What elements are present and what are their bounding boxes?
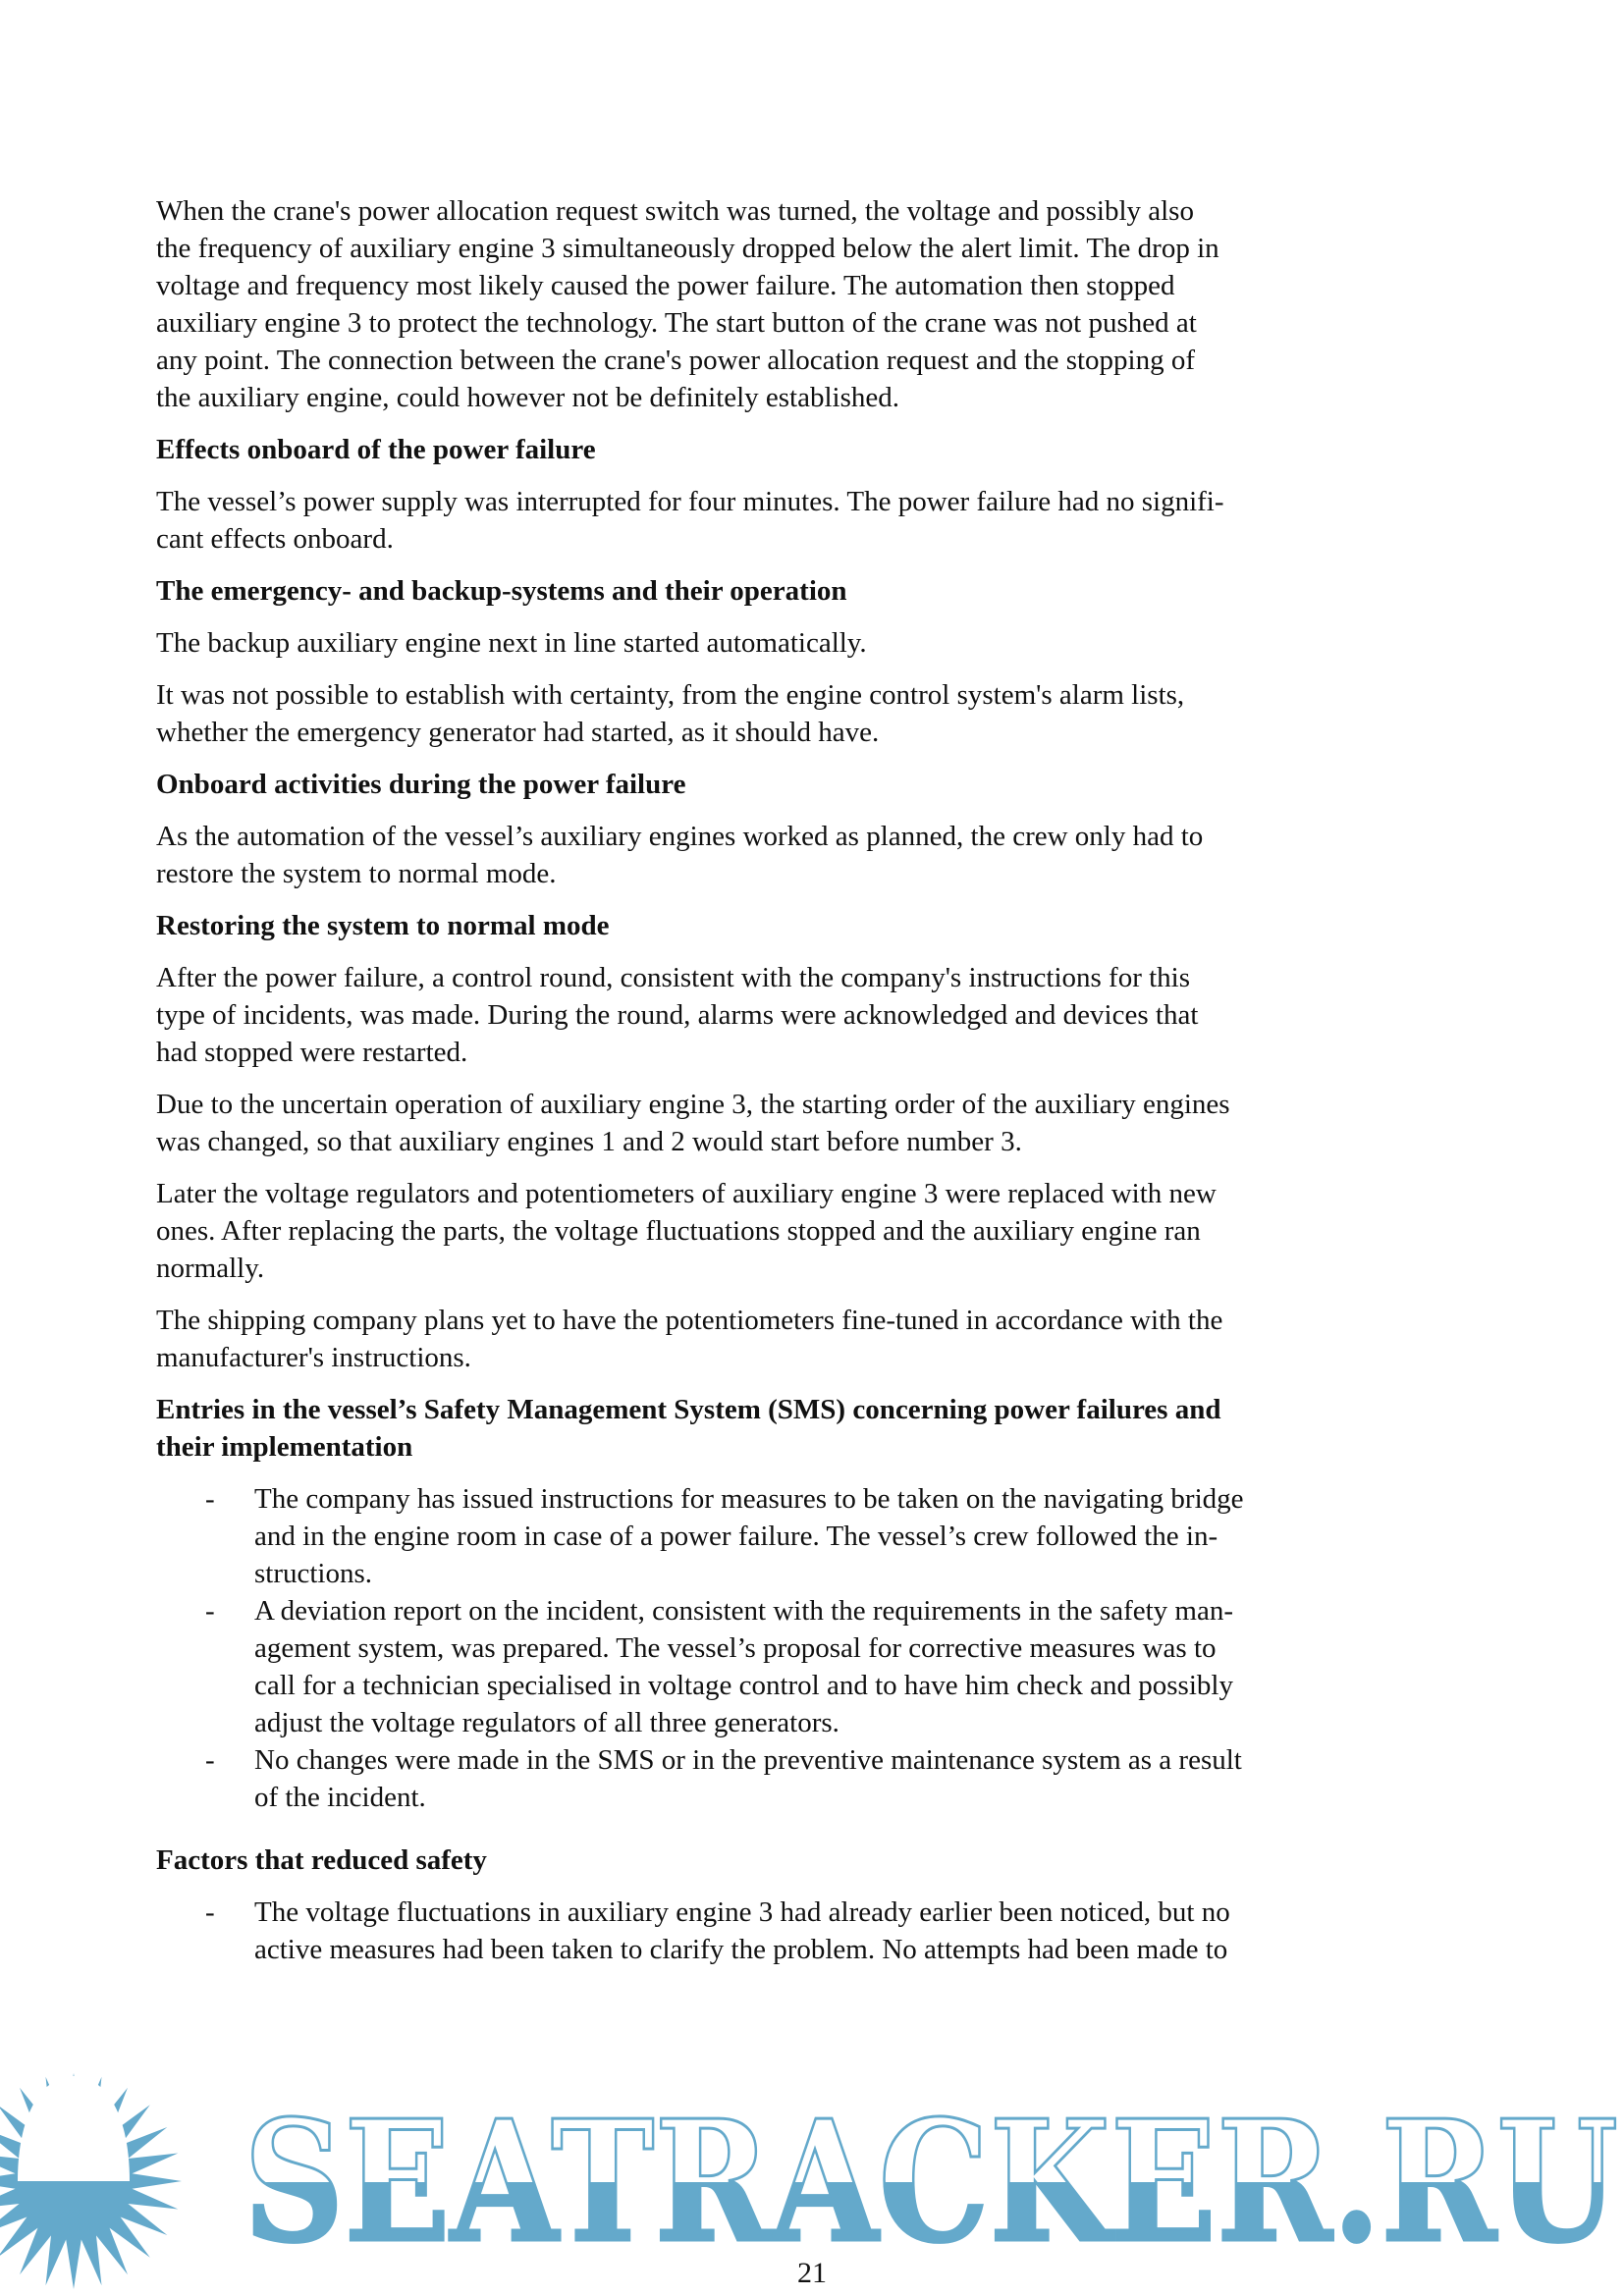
text-line: No changes were made in the SMS or in the preventive maintenance system as a result bbox=[254, 1744, 1242, 1776]
text-line: As the automation of the vessel’s auxiliary engines worked as planned, the crew only had to bbox=[156, 821, 1204, 852]
bullet-list bbox=[156, 1480, 1501, 1816]
text-line: adjust the voltage regulators of all three generators. bbox=[254, 1707, 839, 1738]
text-line: restore the system to normal mode. bbox=[156, 858, 557, 889]
text-line: their implementation bbox=[156, 1431, 413, 1463]
text-line: When the crane's power allocation request switch was turned, the voltage and possibly also bbox=[156, 195, 1194, 227]
text-line: Entries in the vessel’s Safety Management System (SMS) concerning power failures and bbox=[156, 1394, 1221, 1425]
text-line: the frequency of auxiliary engine 3 simultaneously dropped below the alert limit. The drop in bbox=[156, 233, 1219, 264]
text-line: type of incidents, was made. During the round, alarms were acknowledged and devices that bbox=[156, 999, 1199, 1031]
section-heading bbox=[156, 766, 1501, 803]
paragraph bbox=[156, 483, 1501, 558]
section-heading bbox=[156, 907, 1501, 944]
paragraph bbox=[156, 959, 1501, 1071]
list-item bbox=[156, 1894, 1501, 1968]
text-line: whether the emergency generator had started, as it should have. bbox=[156, 717, 880, 748]
paragraph bbox=[156, 1086, 1501, 1160]
watermark-text: SEATRACKER.RU bbox=[244, 2084, 1618, 2280]
paragraph bbox=[156, 676, 1501, 751]
text-line: The vessel’s power supply was interrupted for four minutes. The power failure had no signifi- bbox=[156, 486, 1224, 517]
text-line: normally. bbox=[156, 1253, 265, 1284]
text-line: agement system, was prepared. The vessel’s proposal for corrective measures was to bbox=[254, 1632, 1217, 1664]
text-line: Onboard activities during the power failure bbox=[156, 769, 686, 800]
section-heading bbox=[156, 1391, 1501, 1466]
section-heading bbox=[156, 572, 1501, 610]
section-heading bbox=[156, 1842, 1501, 1879]
bullet-dash: - bbox=[205, 1483, 215, 1515]
text-line: was changed, so that auxiliary engines 1 and 2 would start before number 3. bbox=[156, 1126, 1022, 1157]
paragraph bbox=[156, 818, 1501, 892]
text-line: call for a technician specialised in voltage control and to have him check and possibly bbox=[254, 1670, 1233, 1701]
text-line: of the incident. bbox=[254, 1782, 426, 1813]
text-line: Later the voltage regulators and potentiometers of auxiliary engine 3 were replaced with new bbox=[156, 1178, 1217, 1209]
text-line: It was not possible to establish with certainty, from the engine control system's alarm lists, bbox=[156, 679, 1185, 711]
bullet-dash: - bbox=[205, 1744, 215, 1776]
text-line: The voltage fluctuations in auxiliary engine 3 had already earlier been noticed, but no bbox=[254, 1896, 1230, 1928]
bullet-dash: - bbox=[205, 1595, 215, 1627]
text-line: Restoring the system to normal mode bbox=[156, 910, 610, 941]
paragraph bbox=[156, 192, 1501, 416]
bullet-dash: - bbox=[205, 1896, 215, 1928]
sun-icon bbox=[0, 2073, 182, 2289]
text-line: active measures had been taken to clarify the problem. No attempts had been made to bbox=[254, 1934, 1228, 1965]
list-item bbox=[156, 1480, 1501, 1592]
text-line: manufacturer's instructions. bbox=[156, 1342, 471, 1373]
text-line: structions. bbox=[254, 1558, 373, 1589]
section-heading bbox=[156, 431, 1501, 468]
text-line: and in the engine room in case of a power failure. The vessel’s crew followed the in- bbox=[254, 1521, 1218, 1552]
text-line: any point. The connection between the crane's power allocation request and the stopping of bbox=[156, 345, 1196, 376]
text-line: ones. After replacing the parts, the voltage fluctuations stopped and the auxiliary engine ran bbox=[156, 1215, 1201, 1247]
text-line: auxiliary engine 3 to protect the technology. The start button of the crane was not pushed at bbox=[156, 307, 1197, 339]
text-line: The backup auxiliary engine next in line started automatically. bbox=[156, 627, 867, 659]
paragraph bbox=[156, 1302, 1501, 1376]
page-number: 21 bbox=[797, 2257, 827, 2289]
text-line: Factors that reduced safety bbox=[156, 1844, 487, 1876]
text-line: A deviation report on the incident, consistent with the requirements in the safety man- bbox=[254, 1595, 1234, 1627]
text-line: Due to the uncertain operation of auxiliary engine 3, the starting order of the auxiliary engines bbox=[156, 1089, 1230, 1120]
text-line: Effects onboard of the power failure bbox=[156, 434, 596, 465]
text-line: had stopped were restarted. bbox=[156, 1037, 468, 1068]
paragraph bbox=[156, 624, 1501, 662]
text-line: the auxiliary engine, could however not be definitely established. bbox=[156, 382, 899, 413]
document-body bbox=[156, 192, 1501, 1968]
text-line: After the power failure, a control round, consistent with the company's instructions for this bbox=[156, 962, 1191, 993]
text-line: The emergency- and backup-systems and their operation bbox=[156, 575, 847, 607]
list-item bbox=[156, 1592, 1501, 1741]
bullet-list bbox=[156, 1894, 1501, 1968]
text-line: cant effects onboard. bbox=[156, 523, 394, 555]
list-item bbox=[156, 1741, 1501, 1816]
text-line: The shipping company plans yet to have the potentiometers fine-tuned in accordance with the bbox=[156, 1305, 1223, 1336]
text-line: The company has issued instructions for measures to be taken on the navigating bridge bbox=[254, 1483, 1244, 1515]
text-line: voltage and frequency most likely caused the power failure. The automation then stopped bbox=[156, 270, 1175, 301]
paragraph bbox=[156, 1175, 1501, 1287]
